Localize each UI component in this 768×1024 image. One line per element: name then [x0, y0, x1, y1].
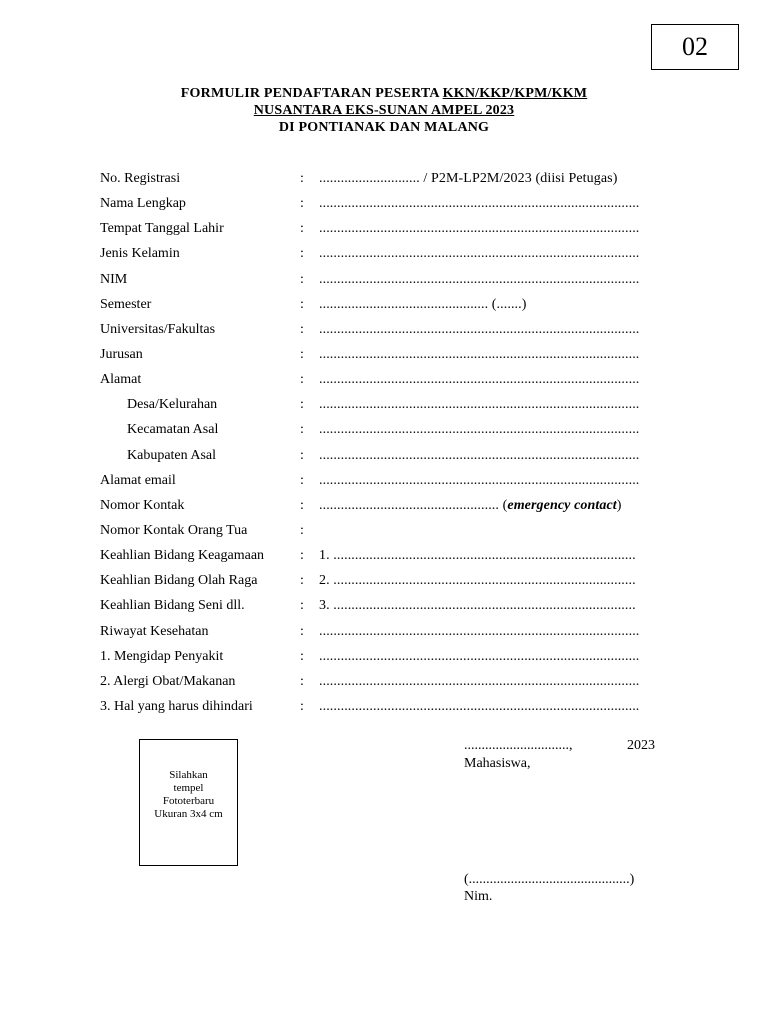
- field-universitas-fakultas: Universitas/Fakultas : .........................................................................................: [100, 322, 640, 337]
- signature-year: 2023: [627, 738, 655, 753]
- field-tempat-tanggal-lahir: Tempat Tanggal Lahir : .........................................................................................: [100, 221, 640, 236]
- field-value[interactable]: .........................................................................................: [319, 347, 640, 362]
- field-value[interactable]: .................................................. (emergency contact): [319, 498, 622, 513]
- signature-name-blank[interactable]: (..............................................): [464, 872, 635, 887]
- photo-placeholder: Silahkan tempel Fototerbaru Ukuran 3x4 cm: [139, 739, 238, 866]
- field-value[interactable]: .........................................................................................: [319, 246, 640, 261]
- form-code-box: [651, 24, 739, 70]
- signature-place-date[interactable]: ..............................,: [464, 738, 573, 753]
- field-nomor-kontak: Nomor Kontak : .................................................. (emergency contact): [100, 498, 622, 513]
- field-value[interactable]: .........................................................................................: [319, 674, 640, 689]
- field-value[interactable]: ............................ / P2M-LP2M/2023 (diisi Petugas): [319, 171, 618, 186]
- field-value[interactable]: .........................................................................................: [319, 196, 640, 211]
- field-jenis-kelamin: Jenis Kelamin : .........................................................................................: [100, 246, 640, 261]
- field-hal-dihindari: 3. Hal yang harus dihindari : .........................................................................................: [100, 699, 640, 714]
- signature-role: Mahasiswa,: [464, 756, 531, 771]
- field-value[interactable]: .........................................................................................: [319, 372, 640, 387]
- field-riwayat-kesehatan: Riwayat Kesehatan : .........................................................................................: [100, 624, 640, 639]
- field-alamat-email: Alamat email : .........................................................................................: [100, 473, 640, 488]
- field-alamat: Alamat : .........................................................................................: [100, 372, 640, 387]
- signature-nim: Nim.: [464, 889, 493, 904]
- field-value[interactable]: .........................................................................................: [319, 624, 640, 639]
- form-code: 02: [682, 32, 708, 61]
- field-value[interactable]: .........................................................................................: [319, 649, 640, 664]
- field-value[interactable]: .........................................................................................: [319, 422, 640, 437]
- field-keahlian-seni: Keahlian Bidang Seni dll. : 3. ....................................................................................: [100, 598, 636, 613]
- field-value[interactable]: .........................................................................................: [319, 448, 640, 463]
- field-value[interactable]: .........................................................................................: [319, 272, 640, 287]
- field-keahlian-olah-raga: Keahlian Bidang Olah Raga : 2. ....................................................................................: [100, 573, 636, 588]
- field-value[interactable]: ............................................... (.......): [319, 297, 527, 312]
- field-value[interactable]: 1. ....................................................................................: [319, 548, 636, 563]
- field-kecamatan-asal: Kecamatan Asal : .........................................................................................: [127, 422, 640, 437]
- field-nama-lengkap: Nama Lengkap : .........................................................................................: [100, 196, 640, 211]
- field-desa-kelurahan: Desa/Kelurahan : .........................................................................................: [127, 397, 640, 412]
- field-value[interactable]: 2. ....................................................................................: [319, 573, 636, 588]
- form-title-line3: DI PONTIANAK DAN MALANG: [278, 120, 490, 135]
- form-title-line2: NUSANTARA EKS-SUNAN AMPEL 2023: [253, 103, 515, 118]
- form-title-line1: FORMULIR PENDAFTARAN PESERTA KKN/KKP/KPM/KKM: [180, 86, 588, 101]
- field-no-registrasi: No. Registrasi : ............................ / P2M-LP2M/2023 (diisi Petugas): [100, 171, 618, 186]
- field-value[interactable]: .........................................................................................: [319, 397, 640, 412]
- field-mengidap-penyakit: 1. Mengidap Penyakit : .........................................................................................: [100, 649, 640, 664]
- field-nomor-kontak-orang-tua: Nomor Kontak Orang Tua :: [100, 523, 304, 538]
- field-value[interactable]: .........................................................................................: [319, 322, 640, 337]
- field-alergi-obat-makanan: 2. Alergi Obat/Makanan : .........................................................................................: [100, 674, 640, 689]
- field-jurusan: Jurusan : .........................................................................................: [100, 347, 640, 362]
- field-value[interactable]: 3. ....................................................................................: [319, 598, 636, 613]
- field-value[interactable]: .........................................................................................: [319, 473, 640, 488]
- field-value[interactable]: .........................................................................................: [319, 221, 640, 236]
- field-value[interactable]: .........................................................................................: [319, 699, 640, 714]
- field-nim: NIM : .........................................................................................: [100, 272, 640, 287]
- field-semester: Semester : ............................................... (.......): [100, 297, 527, 312]
- field-keahlian-keagamaan: Keahlian Bidang Keagamaan : 1. ....................................................................................: [100, 548, 636, 563]
- field-kabupaten-asal: Kabupaten Asal : .........................................................................................: [127, 448, 640, 463]
